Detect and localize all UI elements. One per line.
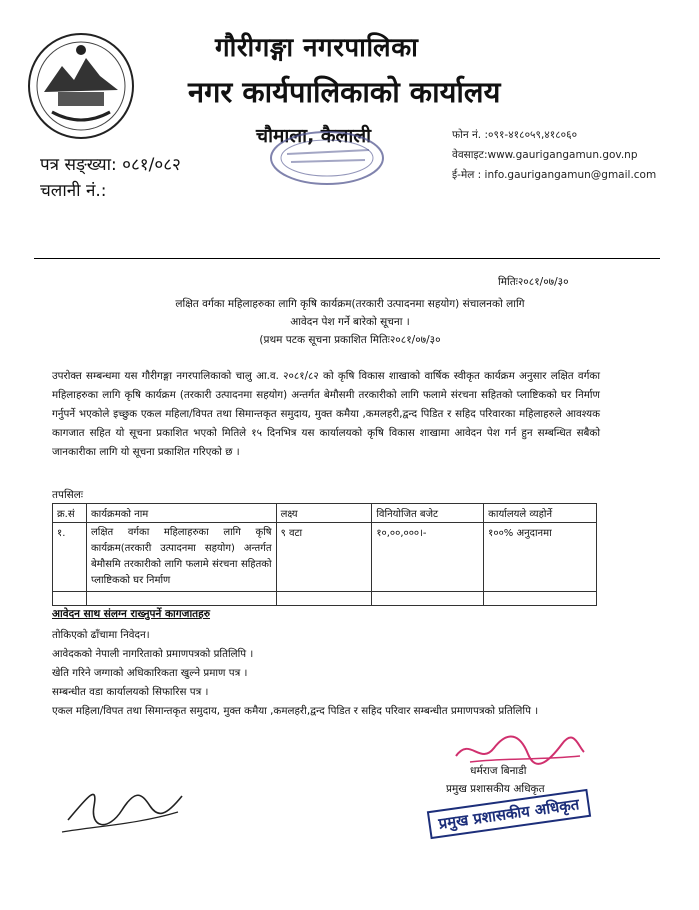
- cell-sn: १.: [53, 523, 87, 592]
- subject-line-1: लक्षित वर्गका महिलाहरुका लागि कृषि कार्यक्रम(तरकारी उत्पादनमा सहयोग) संचालनको लागि: [175, 298, 525, 310]
- details-label: तपसिलः: [52, 489, 84, 501]
- office-round-stamp: [265, 128, 390, 188]
- signatory-name: धर्मराज बिनाडी: [470, 765, 527, 777]
- cell-name: लक्षित वर्गका महिलाहरुका लागि कृषि कार्यक्रम(तरकारी उत्पादनमा सहयोग) अन्तर्गत बेमौसमि तरकारीको लागि फलामे संरचना सहितको प्लाष्टिकको घर निर्माण: [86, 523, 276, 592]
- reference-block: [40, 152, 181, 204]
- contact-email: ई-मेल : info.gaurigangamun@gmail.com: [452, 169, 657, 181]
- notice-date: मितिः२०८१/०७/३०: [498, 276, 569, 288]
- documents-heading: आवेदन साथ संलग्न राख्नुपर्ने कागजातहरु: [52, 608, 211, 620]
- cell-share: १००% अनुदानमा: [484, 523, 597, 592]
- contact-block: [452, 125, 656, 185]
- dispatch-number: चलानी नं.:: [40, 181, 107, 201]
- col-header-target: लक्ष्य: [276, 504, 372, 523]
- col-header-share: कार्यालयले व्यहोर्ने: [484, 504, 597, 523]
- office-name: नगर कार्यपालिकाको कार्यालय: [188, 75, 501, 109]
- notice-body: उपरोक्त सम्बन्धमा यस गौरीगङ्गा नगरपालिकाको चालु आ.व. २०८१/८२ को कृषि विकास शाखाको वार्षिक स्वीकृत कार्यक्रम अनुसार लक्षित वर्गका महिलाहरुका लागि कृषि कार्यक्रम (तरकारी उत्पादनमा सहयोग) अन्तर्गत बेमौसमी तरकारीको लागि फलामे संरचना सहितको प्लाष्टिकको घर निर्माण गर्नुपर्ने भएकोले इच्छुक एकल महिला/विपत तथा सिमान्तकृत समुदाय, मुक्त कमैया ,कमलहरी,द्वन्द पिडित र सहिद परिवारका महिलाहरुले आवश्यक कागजात सहित यो सूचना प्रकाशित भएको मितिले १५ दिनभित्र यस कार्यालयको कृषि विकास शाखामा आवेदन पेश गर्न हुन सम्बन्धित सबैको जानकारीका लागि यो सूचना प्रकाशित गरिएको छ ।: [52, 370, 600, 458]
- col-header-sn: क्र.सं: [53, 504, 87, 523]
- contact-phone: फोन नं. :०९१-४१८०५९,४१८०६०: [452, 129, 578, 141]
- notice-subject: [100, 295, 600, 349]
- list-item: तोकिएको ढाँचामा निवेदन।: [52, 629, 150, 641]
- list-item: आवेदकको नेपाली नागरिताको प्रमाणपत्रको प्रतिलिपि ।: [52, 648, 254, 660]
- table-header-row: [53, 504, 597, 523]
- designation-stamp: प्रमुख प्रशासकीय अधिकृत: [427, 789, 591, 839]
- table-empty-row: [53, 592, 597, 606]
- list-item: खेति गरिने जग्गाको अधिकारिकता खुल्ने प्रमाण पत्र ।: [52, 667, 248, 679]
- office-location: चौमाला, कैलाली: [256, 125, 372, 147]
- program-table: [52, 503, 597, 606]
- col-header-budget: विनियोजित बजेट: [372, 504, 484, 523]
- cell-budget: १०,००,०००।-: [372, 523, 484, 592]
- municipality-name: गौरीगङ्गा नगरपालिका: [215, 33, 419, 63]
- col-header-name: कार्यक्रमको नाम: [86, 504, 276, 523]
- left-signature: [58, 776, 198, 836]
- documents-list: [52, 626, 600, 721]
- subject-line-3: (प्रथम पटक सूचना प्रकाशित मितिः२०८१/०७/३०: [259, 334, 441, 346]
- contact-website: वेवसाइट:www.gaurigangamun.gov.np: [452, 149, 638, 161]
- nepal-emblem-logo: [22, 30, 140, 142]
- subject-line-2: आवेदन पेश गर्ने बारेको सूचना ।: [290, 316, 410, 328]
- header-divider: [34, 258, 660, 259]
- list-item: एकल महिला/विपत तथा सिमान्तकृत समुदाय, मुक्त कमैया ,कमलहरी,द्वन्द पिडित र सहिद परिवार सम्बन्धीत प्रमाणपत्रको प्रतिलिपि ।: [52, 705, 539, 717]
- cell-target: ९ वटा: [276, 523, 372, 592]
- letter-number: पत्र सङ्ख्या: ०८१/०८२: [40, 155, 181, 175]
- signatory-title: प्रमुख प्रशासकीय अधिकृत: [446, 783, 545, 795]
- list-item: सम्बन्धीत वडा कार्यालयको सिफारिस पत्र ।: [52, 686, 209, 698]
- table-row: [53, 523, 597, 592]
